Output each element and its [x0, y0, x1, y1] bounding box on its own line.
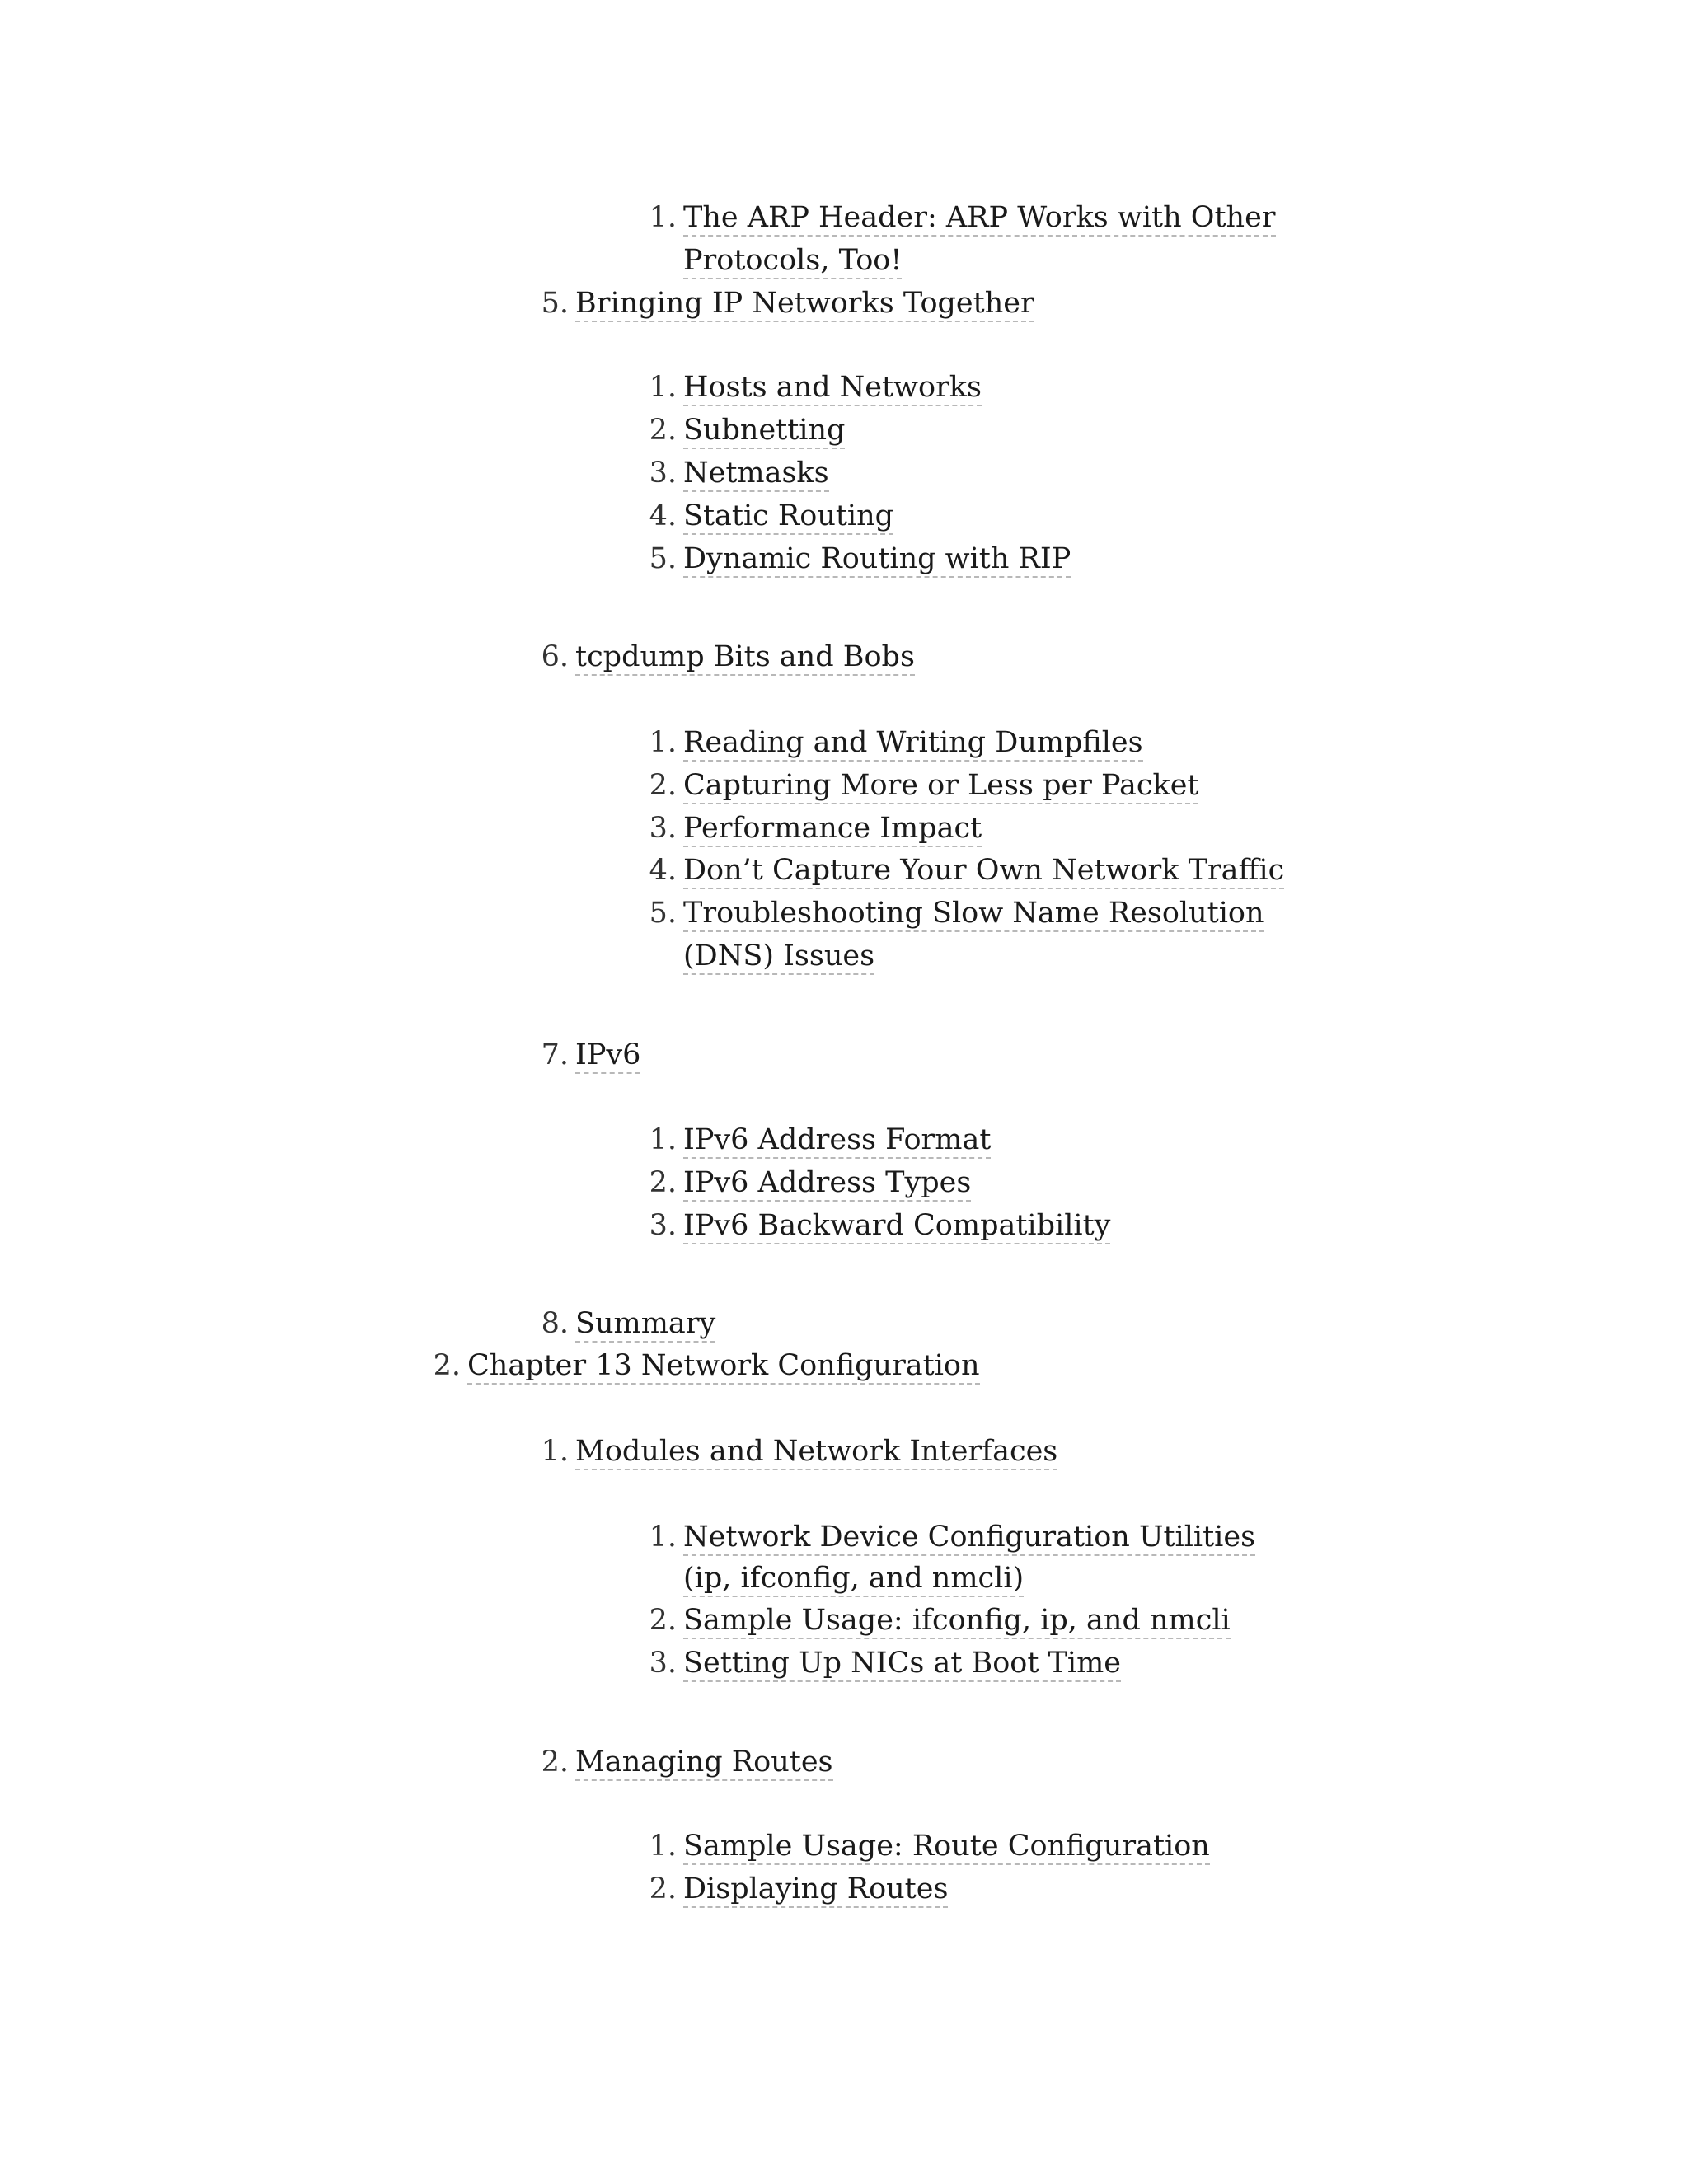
toc-link[interactable]: Modules and Network Interfaces [575, 1435, 1057, 1470]
toc-link[interactable]: Subnetting [683, 414, 845, 449]
toc-entry-number: 5. [649, 897, 677, 930]
toc-entry-hosts-and-networks [649, 366, 982, 409]
toc-entry-arp-header-cont [683, 239, 902, 282]
toc-entry-number: 3. [649, 812, 677, 845]
toc-link[interactable]: Setting Up NICs at Boot Time [683, 1647, 1121, 1682]
toc-link[interactable]: Sample Usage: ifconfig, ip, and nmcli [683, 1604, 1231, 1639]
toc-entry-summary [541, 1302, 716, 1345]
toc-link[interactable]: Managing Routes [575, 1746, 833, 1781]
toc-link[interactable]: Hosts and Networks [683, 371, 982, 406]
toc-entry-subnetting [649, 409, 846, 452]
toc-entry-number: 2. [433, 1349, 461, 1382]
toc-entry-number: 2. [649, 1604, 677, 1637]
toc-link[interactable]: Don’t Capture Your Own Network Traffic [683, 854, 1284, 889]
toc-entry-ipv6-address-format [649, 1118, 992, 1161]
toc-link[interactable]: Summary [575, 1307, 715, 1343]
toc-entry-number: 1. [541, 1435, 569, 1468]
toc-entry-number: 1. [649, 201, 677, 234]
toc-entry-ipv6-address-types [649, 1161, 972, 1204]
toc-entry-managing-routes [541, 1741, 833, 1783]
toc-entry-number: 4. [649, 499, 677, 532]
toc-entry-dynamic-routing [649, 537, 1071, 580]
toc-entry-dumpfiles [649, 721, 1143, 764]
toc-link[interactable]: Chapter 13 Network Configuration [467, 1349, 980, 1385]
toc-entry-number: 8. [541, 1307, 569, 1340]
toc-entry-capturing-more-or-less [649, 764, 1199, 807]
toc-entry-number: 3. [649, 457, 677, 490]
toc-link[interactable]: Netmasks [683, 457, 829, 492]
toc-entry-ipv6-backward-compat [649, 1204, 1111, 1247]
toc-entry-number: 1. [649, 1830, 677, 1863]
toc-link[interactable]: Reading and Writing Dumpfiles [683, 726, 1143, 762]
toc-link[interactable]: Troubleshooting Slow Name Resolution [683, 897, 1264, 932]
toc-link[interactable]: (DNS) Issues [683, 940, 874, 975]
toc-link[interactable]: Performance Impact [683, 812, 982, 847]
toc-entry-dont-capture-own-traffic [649, 849, 1285, 892]
toc-entry-number: 4. [649, 854, 677, 887]
toc-link[interactable]: IPv6 Address Types [683, 1166, 971, 1202]
toc-entry-nics-boot-time [649, 1642, 1121, 1685]
toc-entry-number: 6. [541, 640, 569, 673]
toc-entry-netmasks [649, 452, 829, 494]
toc-link[interactable]: Bringing IP Networks Together [575, 287, 1034, 322]
toc-entry-sample-usage-ifconfig [649, 1599, 1231, 1642]
toc-entry-troubleshooting-dns-cont [683, 935, 874, 977]
toc-entry-number: 2. [541, 1746, 569, 1779]
toc-link[interactable]: Static Routing [683, 499, 893, 535]
toc-entry-number: 2. [649, 414, 677, 447]
toc-entry-number: 1. [649, 726, 677, 759]
toc-entry-performance-impact [649, 807, 982, 850]
toc-entry-troubleshooting-dns [649, 892, 1264, 935]
toc-entry-route-configuration [649, 1825, 1210, 1868]
toc-link[interactable]: (ip, ifconfig, and nmcli) [683, 1562, 1024, 1597]
toc-entry-number: 5. [649, 542, 677, 575]
toc-link[interactable]: IPv6 Address Format [683, 1123, 991, 1159]
toc-link[interactable]: IPv6 Backward Compatibility [683, 1209, 1110, 1244]
toc-entry-number: 2. [649, 1872, 677, 1905]
toc-entry-ipv6 [541, 1033, 641, 1076]
toc-link[interactable]: Sample Usage: Route Configuration [683, 1830, 1210, 1865]
toc-entry-number: 1. [649, 371, 677, 404]
toc-entry-chapter-13 [433, 1344, 980, 1387]
toc-entry-number: 3. [649, 1647, 677, 1680]
toc-entry-number: 5. [541, 287, 569, 320]
toc-link[interactable]: The ARP Header: ARP Works with Other [683, 201, 1276, 237]
toc-entry-number: 2. [649, 1166, 677, 1199]
toc-entry-modules-and-interfaces [541, 1430, 1058, 1473]
toc-entry-static-routing [649, 494, 894, 537]
toc-entry-displaying-routes [649, 1868, 949, 1910]
toc-entry-number: 1. [649, 1123, 677, 1156]
toc-link[interactable]: Network Device Configuration Utilities [683, 1521, 1255, 1556]
toc-link[interactable]: Capturing More or Less per Packet [683, 769, 1198, 804]
toc-link[interactable]: Dynamic Routing with RIP [683, 542, 1071, 578]
toc-link[interactable]: Protocols, Too! [683, 244, 902, 279]
toc-entry-number: 1. [649, 1521, 677, 1554]
toc-entry-number: 7. [541, 1038, 569, 1071]
toc-entry-bringing-ip-networks [541, 282, 1034, 325]
toc-entry-device-config-utilities [649, 1516, 1256, 1558]
toc-link[interactable]: IPv6 [575, 1038, 640, 1074]
toc-entry-number: 3. [649, 1209, 677, 1242]
toc-entry-tcpdump [541, 635, 915, 678]
toc-entry-arp-header [649, 196, 1276, 239]
toc-link[interactable]: Displaying Routes [683, 1872, 948, 1908]
toc-entry-device-config-utilities-cont [683, 1557, 1024, 1600]
toc-link[interactable]: tcpdump Bits and Bobs [575, 640, 915, 676]
toc-entry-number: 2. [649, 769, 677, 802]
